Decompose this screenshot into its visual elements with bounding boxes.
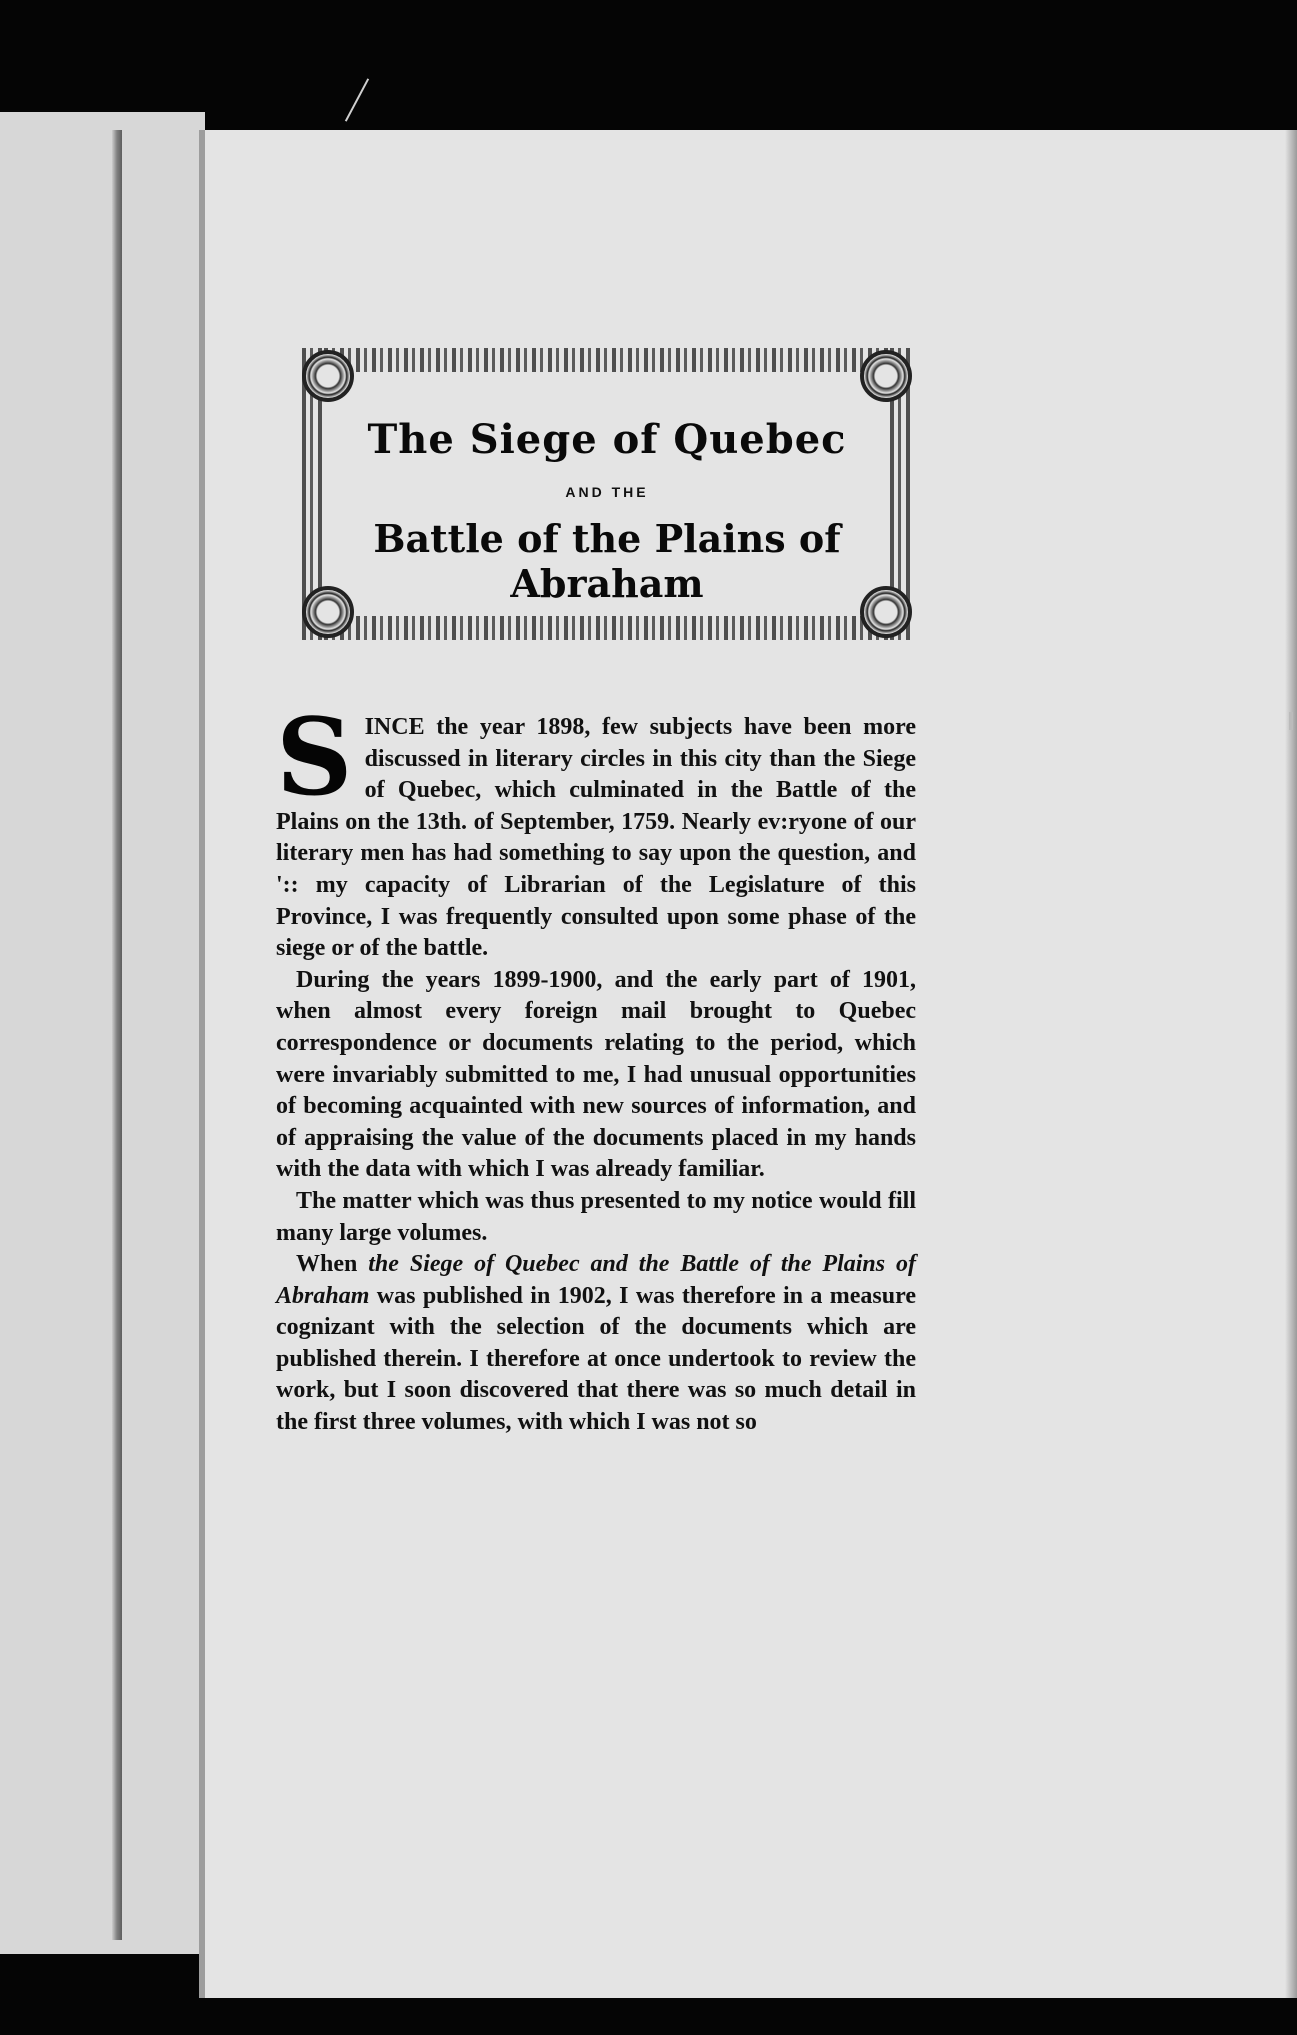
title-and: AND THE	[565, 484, 649, 500]
scratch-mark	[345, 78, 369, 121]
page-right-shadow	[1285, 130, 1297, 1998]
title-line-1: The Siege of Quebec	[367, 416, 847, 463]
paragraph-4-start: When	[296, 1251, 369, 1278]
ornamental-title-box	[300, 348, 914, 640]
body-text	[276, 694, 916, 1439]
paragraph-4-italic-title: the Siege of Quebec and the Battle of the Plains of Abraham	[276, 1251, 916, 1309]
paragraph-1-smallcaps: INCE	[364, 714, 425, 740]
left-page-edge	[112, 130, 122, 1940]
paragraph-4-rest: was published in 1902, I was therefore in a measure cognizant with the selection of the documents which are published therein. I therefore at once undertook to review the work, but I soon discovered that there was so much detail in the first three volumes, with which I was not so	[276, 1282, 916, 1436]
corner-ornament	[302, 350, 354, 402]
left-page	[0, 112, 205, 1954]
drop-cap: S	[276, 694, 353, 819]
corner-ornament	[860, 350, 912, 402]
paragraph-3: The matter which was thus presented to my notice would fill many large volumes.	[276, 1187, 916, 1246]
paragraph-1	[276, 694, 916, 965]
margin-mark	[1289, 712, 1293, 730]
page-edge	[199, 130, 205, 1998]
paragraph-4	[276, 1249, 916, 1439]
paragraph-1-text: the year 1898, few subjects have been more discussed in literary circles in this city than the Siege of Quebec, which culminated in the Battle of the Plains on the 13th. of September, 1759. Nearly ev:ryone of our literary men has had something to say upon the question, and ':: my capacity of Librarian of the Legislature of this Province, I was frequently consulted upon some phase of the siege or of the battle.	[276, 714, 916, 962]
title-line-2: Battle of the Plains of Abraham	[373, 516, 841, 606]
paragraph-2: During the years 1899-1900, and the early part of 1901, when almost every foreign mail brought to Quebec correspondence or documents relating to the period, which were invariably submitted to me, I had unusual opportunities of becoming acquainted with new sources of information, and of appraising the value of the documents placed in my hands with the data with which I was already familiar.	[276, 966, 916, 1183]
